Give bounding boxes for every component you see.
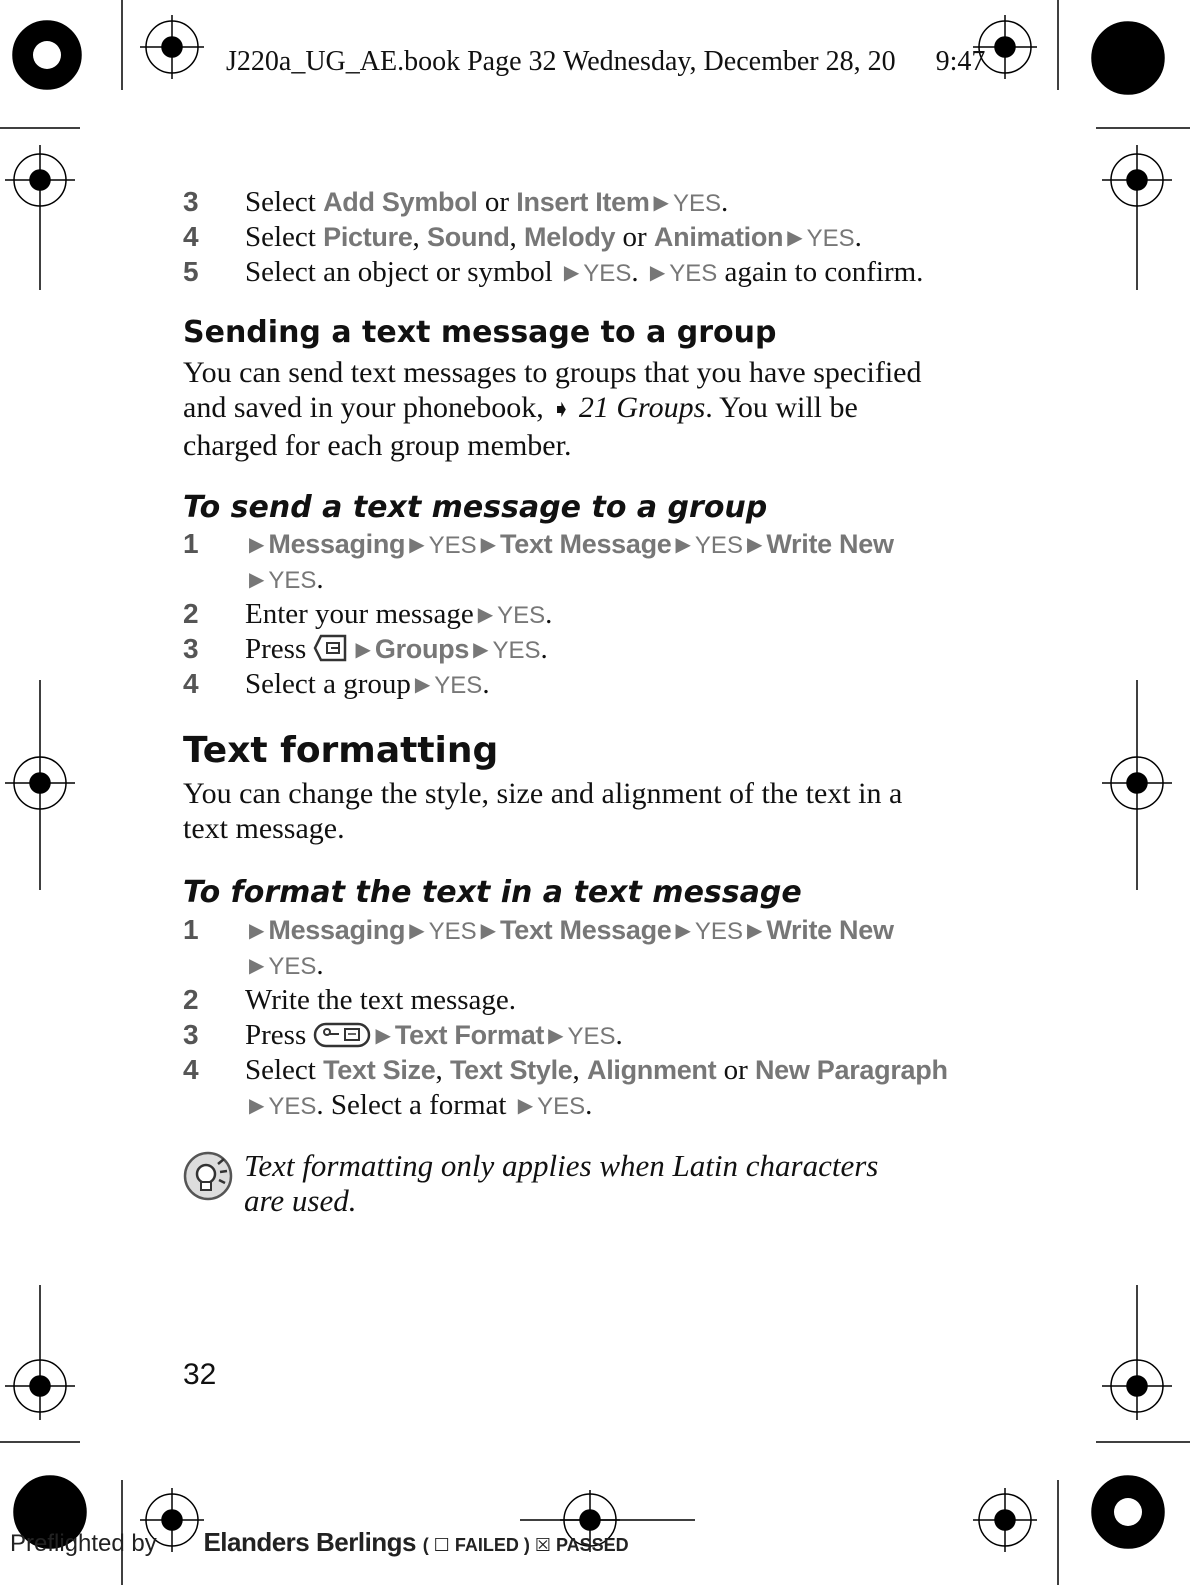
arrow-icon: ▶: [249, 920, 265, 942]
menu-add-symbol: Add Symbol: [323, 187, 478, 217]
step-text: Press: [245, 633, 307, 665]
arrow-icon: ▶: [480, 534, 497, 556]
arrow-icon: ▶: [249, 955, 265, 977]
crosshair-right-1: [1102, 145, 1172, 290]
menu-alignment: Alignment: [587, 1055, 717, 1085]
step-text: .: [720, 186, 729, 218]
section-paragraph: [183, 776, 1003, 846]
key-yes: YES: [567, 1023, 616, 1050]
menu-insert-item: Insert Item: [516, 187, 650, 217]
step-text: or: [477, 186, 517, 218]
step-number: 4: [183, 1054, 199, 1085]
menu-write-new: Write New: [766, 529, 894, 559]
step-text: ,: [509, 221, 525, 253]
preflight-prefix: Preflighted by: [10, 1530, 157, 1557]
menu-messaging: Messaging: [268, 529, 406, 559]
arrow-icon: ▶: [653, 192, 669, 214]
para-line: You can send text messages to groups that you have specified: [183, 356, 922, 389]
crosshair-top-left: [140, 15, 204, 79]
preflight-brand: Elanders Berlings: [203, 1527, 417, 1557]
crosshair-right-3: [1102, 1285, 1172, 1420]
arrow-icon: ▶: [477, 604, 494, 626]
step-text: Select: [245, 1054, 324, 1086]
arrow-icon: ▶: [375, 1025, 391, 1047]
step-text: Select an object or symbol: [245, 256, 560, 288]
arrow-icon: ▶: [409, 534, 425, 556]
menu-text-format: Text Format: [394, 1020, 545, 1050]
menu-text-style: Text Style: [449, 1055, 573, 1085]
step-text: or: [716, 1054, 755, 1086]
menu-groups: Groups: [374, 634, 470, 664]
para-line: text message.: [183, 812, 345, 845]
step-text: Select: [245, 221, 324, 253]
menu-sound: Sound: [427, 222, 510, 252]
step-number: 2: [183, 598, 199, 629]
preflight-failed: FAILED: [454, 1535, 519, 1555]
arrow-icon: ▶: [409, 920, 425, 942]
menu-melody: Melody: [524, 222, 616, 252]
step-text: or: [615, 221, 654, 253]
sunburst-top-left: [13, 21, 81, 89]
key-yes: YES: [694, 918, 743, 945]
note-line: are used.: [244, 1183, 357, 1218]
para-text: . You will be: [705, 391, 858, 424]
step-text: .: [631, 256, 646, 288]
arrow-icon: ▶: [787, 227, 803, 249]
step-number: 4: [183, 221, 199, 252]
key-yes: YES: [492, 637, 541, 664]
menu-write-new: Write New: [766, 915, 894, 945]
menu-text-message: Text Message: [500, 915, 672, 945]
para-text: and saved in your phonebook,: [183, 391, 552, 424]
reference-link[interactable]: 21 Groups: [578, 391, 706, 424]
key-yes: YES: [806, 225, 855, 252]
note-line: Text formatting only applies when Latin characters: [244, 1148, 879, 1183]
menu-text-message: Text Message: [500, 529, 672, 559]
reference-arrow-icon: ➧: [551, 397, 572, 423]
section-heading-format-text: To format the text in a text message: [183, 875, 802, 910]
key-yes: YES: [428, 532, 477, 559]
menu-messaging: Messaging: [268, 915, 406, 945]
arrow-icon: ▶: [649, 262, 666, 284]
menu-animation: Animation: [653, 222, 784, 252]
arrow-icon: ▶: [548, 1025, 564, 1047]
step-number: 4: [183, 668, 199, 699]
arrow-icon: ▶: [355, 639, 371, 661]
key-yes: YES: [583, 260, 632, 287]
menu-new-paragraph: New Paragraph: [754, 1055, 948, 1085]
step-text: Write the text message.: [245, 984, 517, 1016]
arrow-icon: ▶: [249, 1095, 265, 1117]
arrow-icon: ▶: [563, 262, 580, 284]
header-time: 9:47: [935, 46, 986, 77]
preflight-passed: PASSED: [555, 1535, 629, 1555]
key-yes: YES: [268, 567, 317, 594]
arrow-icon: ▶: [746, 534, 763, 556]
step-text: Select a group: [245, 668, 411, 700]
tip-note: [244, 1148, 964, 1218]
section-heading-sending: Sending a text message to a group: [183, 315, 777, 350]
section-heading-send-group: To send a text message to a group: [183, 490, 768, 525]
crosshair-left-1: [5, 145, 75, 290]
step-text: again to confirm.: [717, 256, 924, 288]
step-text: ,: [412, 221, 428, 253]
para-line: charged for each group member.: [183, 429, 572, 462]
section-heading-text-formatting: Text formatting: [183, 730, 499, 771]
key-yes: YES: [268, 953, 317, 980]
arrow-icon: ▶: [746, 920, 763, 942]
arrow-icon: ▶: [414, 674, 431, 696]
arrow-icon: ▶: [473, 639, 489, 661]
step-number: 3: [183, 1019, 199, 1050]
crosshair-left-2: [5, 680, 75, 890]
menu-picture: Picture: [323, 222, 413, 252]
step-number: 1: [183, 914, 199, 945]
key-yes: YES: [268, 1093, 317, 1120]
crosshair-bottom-right: [973, 1488, 1037, 1552]
header-text: J220a_UG_AE.book Page 32 Wednesday, December 28, 20: [226, 46, 896, 77]
arrow-icon: ▶: [249, 569, 265, 591]
step-number: 5: [183, 256, 199, 287]
step-text: .: [854, 221, 862, 253]
arrow-icon: ▶: [675, 920, 691, 942]
step-text: Enter your message: [245, 598, 474, 630]
para-line: You can change the style, size and alignment of the text in a: [183, 777, 903, 810]
arrow-icon: ▶: [480, 920, 497, 942]
step-number: 3: [183, 633, 199, 664]
arrow-icon: ▶: [517, 1095, 534, 1117]
step-text: Press: [245, 1019, 307, 1051]
step-text: Select a format: [323, 1089, 514, 1121]
print-header: [226, 46, 985, 78]
crosshair-left-3: [5, 1285, 75, 1420]
section-paragraph: [183, 355, 1003, 463]
key-yes: YES: [672, 190, 721, 217]
sunburst-bottom-right: [1092, 1476, 1164, 1548]
tip-icon: [182, 1150, 234, 1207]
menu-text-size: Text Size: [323, 1055, 436, 1085]
key-yes: YES: [669, 260, 718, 287]
arrow-icon: ▶: [249, 534, 265, 556]
preflight-stamp: Preflighted by Elanders Berlings ( ☐ FAILED ) ☒ PASSED: [10, 1527, 629, 1557]
para-line: [183, 390, 1003, 428]
page-number: 32: [183, 1358, 217, 1391]
step-number: 1: [183, 528, 199, 559]
step-text: Select: [245, 186, 324, 218]
crosshair-right-2: [1102, 680, 1172, 890]
key-yes: YES: [428, 918, 477, 945]
arrow-icon: ▶: [675, 534, 691, 556]
key-yes: YES: [537, 1093, 586, 1120]
key-yes: YES: [694, 532, 743, 559]
key-yes: YES: [434, 672, 483, 699]
step-number: 2: [183, 984, 199, 1015]
key-yes: YES: [497, 602, 546, 629]
step-number: 3: [183, 186, 199, 217]
